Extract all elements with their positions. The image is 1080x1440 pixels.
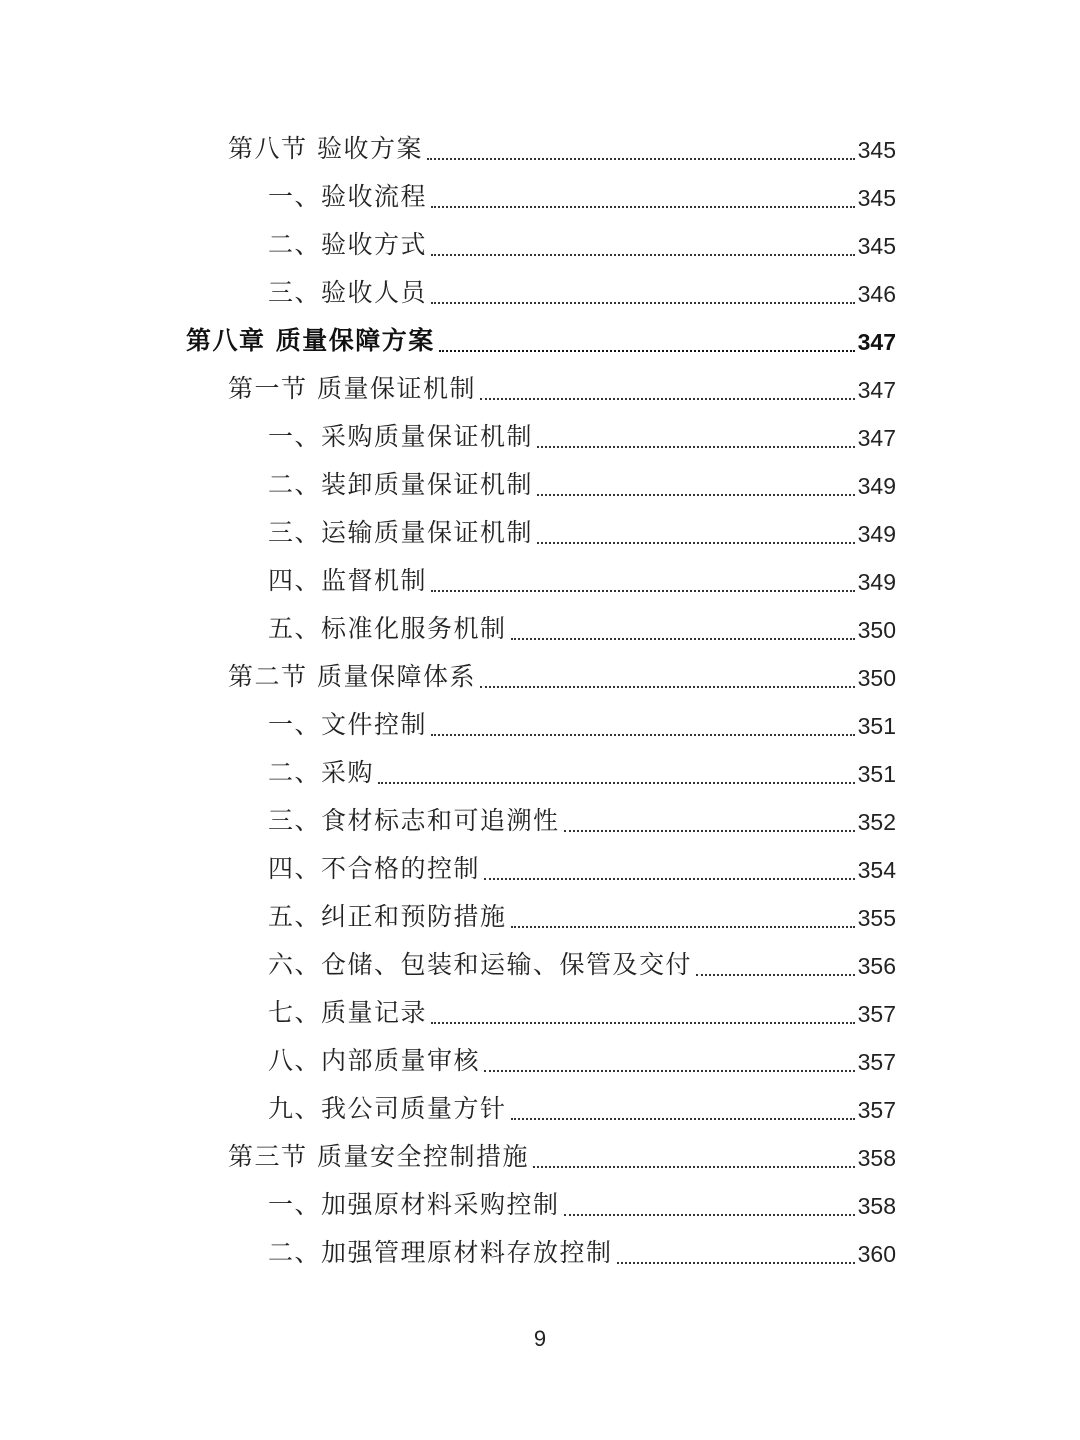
toc-dot-leader: [696, 973, 855, 976]
toc-entry-row: [268, 518, 896, 548]
toc-dot-leader: [533, 1165, 855, 1168]
toc-entry-title: 第八节 验收方案: [228, 134, 423, 163]
toc-dot-leader: [427, 157, 855, 160]
toc-entry-page: 357: [857, 1097, 896, 1123]
toc-dot-leader: [484, 1069, 855, 1072]
toc-entry-title: 三、运输质量保证机制: [268, 518, 534, 547]
toc-entry-row: [268, 710, 896, 740]
toc-section-entry[interactable]: [0, 128, 1080, 176]
toc-entry-page: 347: [857, 329, 896, 355]
toc-subsection-entry[interactable]: [0, 1184, 1080, 1232]
toc-entry-row: [228, 1142, 896, 1172]
toc-dot-leader: [431, 205, 855, 208]
toc-entry-title: 第三节 质量安全控制措施: [228, 1142, 529, 1171]
toc-dot-leader: [511, 925, 855, 928]
toc-entry-row: [268, 470, 896, 500]
toc-dot-leader: [431, 1021, 855, 1024]
toc-dot-leader: [511, 637, 855, 640]
toc-entry-page: 345: [857, 137, 896, 163]
toc-entry-page: 349: [857, 569, 896, 595]
toc-subsection-entry[interactable]: [0, 1232, 1080, 1280]
toc-dot-leader: [484, 877, 855, 880]
toc-entry-title: 二、采购: [268, 758, 375, 787]
toc-subsection-entry[interactable]: [0, 608, 1080, 656]
toc-dot-leader: [431, 253, 855, 256]
toc-subsection-entry[interactable]: [0, 704, 1080, 752]
toc-entry-page: 354: [857, 857, 896, 883]
toc-entry-title: 九、我公司质量方针: [268, 1094, 507, 1123]
toc-subsection-entry[interactable]: [0, 176, 1080, 224]
toc-subsection-entry[interactable]: [0, 992, 1080, 1040]
toc-chapter-entry[interactable]: [0, 320, 1080, 368]
toc-entry-row: [268, 422, 896, 452]
toc-subsection-entry[interactable]: [0, 1040, 1080, 1088]
toc-entry-row: [268, 758, 896, 788]
toc-entry-row: [268, 998, 896, 1028]
toc-entry-row: [268, 1046, 896, 1076]
toc-entry-title: 第二节 质量保障体系: [228, 662, 476, 691]
toc-entry-page: 352: [857, 809, 896, 835]
toc-entry-title: 一、采购质量保证机制: [268, 422, 534, 451]
toc-entry-row: [268, 566, 896, 596]
toc-entry-title: 二、验收方式: [268, 230, 428, 259]
toc-entry-page: 358: [857, 1145, 896, 1171]
toc-entry-page: 358: [857, 1193, 896, 1219]
toc-section-entry[interactable]: [0, 1136, 1080, 1184]
toc-entry-title: 第八章 质量保障方案: [186, 326, 435, 355]
toc-dot-leader: [431, 733, 855, 736]
toc-entry-row: [268, 278, 896, 308]
toc-dot-leader: [439, 349, 855, 352]
toc-entry-row: [268, 1190, 896, 1220]
toc-dot-leader: [537, 493, 855, 496]
toc-entry-row: [268, 614, 896, 644]
toc-section-entry[interactable]: [0, 368, 1080, 416]
toc-entry-title: 七、质量记录: [268, 998, 428, 1027]
toc-entry-title: 三、食材标志和可追溯性: [268, 806, 560, 835]
toc-entry-title: 八、内部质量审核: [268, 1046, 481, 1075]
toc-dot-leader: [537, 445, 855, 448]
toc-entry-page: 357: [857, 1049, 896, 1075]
toc-entry-page: 357: [857, 1001, 896, 1027]
toc-entry-page: 356: [857, 953, 896, 979]
toc-entry-title: 第一节 质量保证机制: [228, 374, 476, 403]
toc-entry-title: 二、加强管理原材料存放控制: [268, 1238, 613, 1267]
toc-subsection-entry[interactable]: [0, 800, 1080, 848]
toc-entry-row: [268, 854, 896, 884]
toc-subsection-entry[interactable]: [0, 416, 1080, 464]
toc-dot-leader: [431, 301, 855, 304]
toc-entry-page: 347: [857, 425, 896, 451]
toc-entry-row: [228, 374, 896, 404]
toc-entry-row: [268, 1094, 896, 1124]
page-number: 9: [533, 1326, 547, 1351]
toc-entry-row: [268, 902, 896, 932]
toc-subsection-entry[interactable]: [0, 224, 1080, 272]
toc-dot-leader: [564, 1213, 855, 1216]
toc-dot-leader: [511, 1117, 855, 1120]
toc-dot-leader: [537, 541, 855, 544]
toc-entry-title: 三、验收人员: [268, 278, 428, 307]
toc-entry-title: 四、监督机制: [268, 566, 428, 595]
toc-entry-title: 二、装卸质量保证机制: [268, 470, 534, 499]
toc-section-entry[interactable]: [0, 656, 1080, 704]
toc-dot-leader: [480, 397, 855, 400]
toc-subsection-entry[interactable]: [0, 512, 1080, 560]
toc-dot-leader: [480, 685, 855, 688]
toc-subsection-entry[interactable]: [0, 560, 1080, 608]
toc-entry-page: 351: [857, 761, 896, 787]
toc-entry-page: 349: [857, 521, 896, 547]
toc-entry-page: 346: [857, 281, 896, 307]
toc-entry-page: 350: [857, 665, 896, 691]
toc-entry-row: [268, 806, 896, 836]
toc-subsection-entry[interactable]: [0, 848, 1080, 896]
toc-entry-title: 四、不合格的控制: [268, 854, 481, 883]
toc-entry-page: 355: [857, 905, 896, 931]
toc-dot-leader: [564, 829, 855, 832]
toc-entry-row: [268, 950, 896, 980]
toc-entry-row: [268, 1238, 896, 1268]
toc-entry-page: 351: [857, 713, 896, 739]
toc-dot-leader: [378, 781, 855, 784]
toc-subsection-entry[interactable]: [0, 1088, 1080, 1136]
toc-entry-title: 六、仓储、包装和运输、保管及交付: [268, 950, 693, 979]
toc-subsection-entry[interactable]: [0, 464, 1080, 512]
toc-entry-row: [228, 662, 896, 692]
toc-subsection-entry[interactable]: [0, 272, 1080, 320]
toc-subsection-entry[interactable]: [0, 896, 1080, 944]
toc-dot-leader: [617, 1261, 855, 1264]
table-of-contents: [0, 128, 1080, 1280]
toc-dot-leader: [431, 589, 855, 592]
toc-entry-title: 五、纠正和预防措施: [268, 902, 507, 931]
toc-entry-title: 一、验收流程: [268, 182, 428, 211]
toc-entry-title: 一、加强原材料采购控制: [268, 1190, 560, 1219]
toc-entry-row: [186, 326, 896, 356]
toc-entry-page: 349: [857, 473, 896, 499]
toc-entry-row: [268, 230, 896, 260]
toc-entry-title: 一、文件控制: [268, 710, 428, 739]
toc-subsection-entry[interactable]: [0, 752, 1080, 800]
toc-entry-page: 345: [857, 185, 896, 211]
toc-entry-row: [268, 182, 896, 212]
toc-entry-page: 347: [857, 377, 896, 403]
toc-entry-page: 360: [857, 1241, 896, 1267]
toc-entry-page: 350: [857, 617, 896, 643]
toc-subsection-entry[interactable]: [0, 944, 1080, 992]
toc-entry-title: 五、标准化服务机制: [268, 614, 507, 643]
toc-entry-page: 345: [857, 233, 896, 259]
toc-entry-row: [228, 134, 896, 164]
